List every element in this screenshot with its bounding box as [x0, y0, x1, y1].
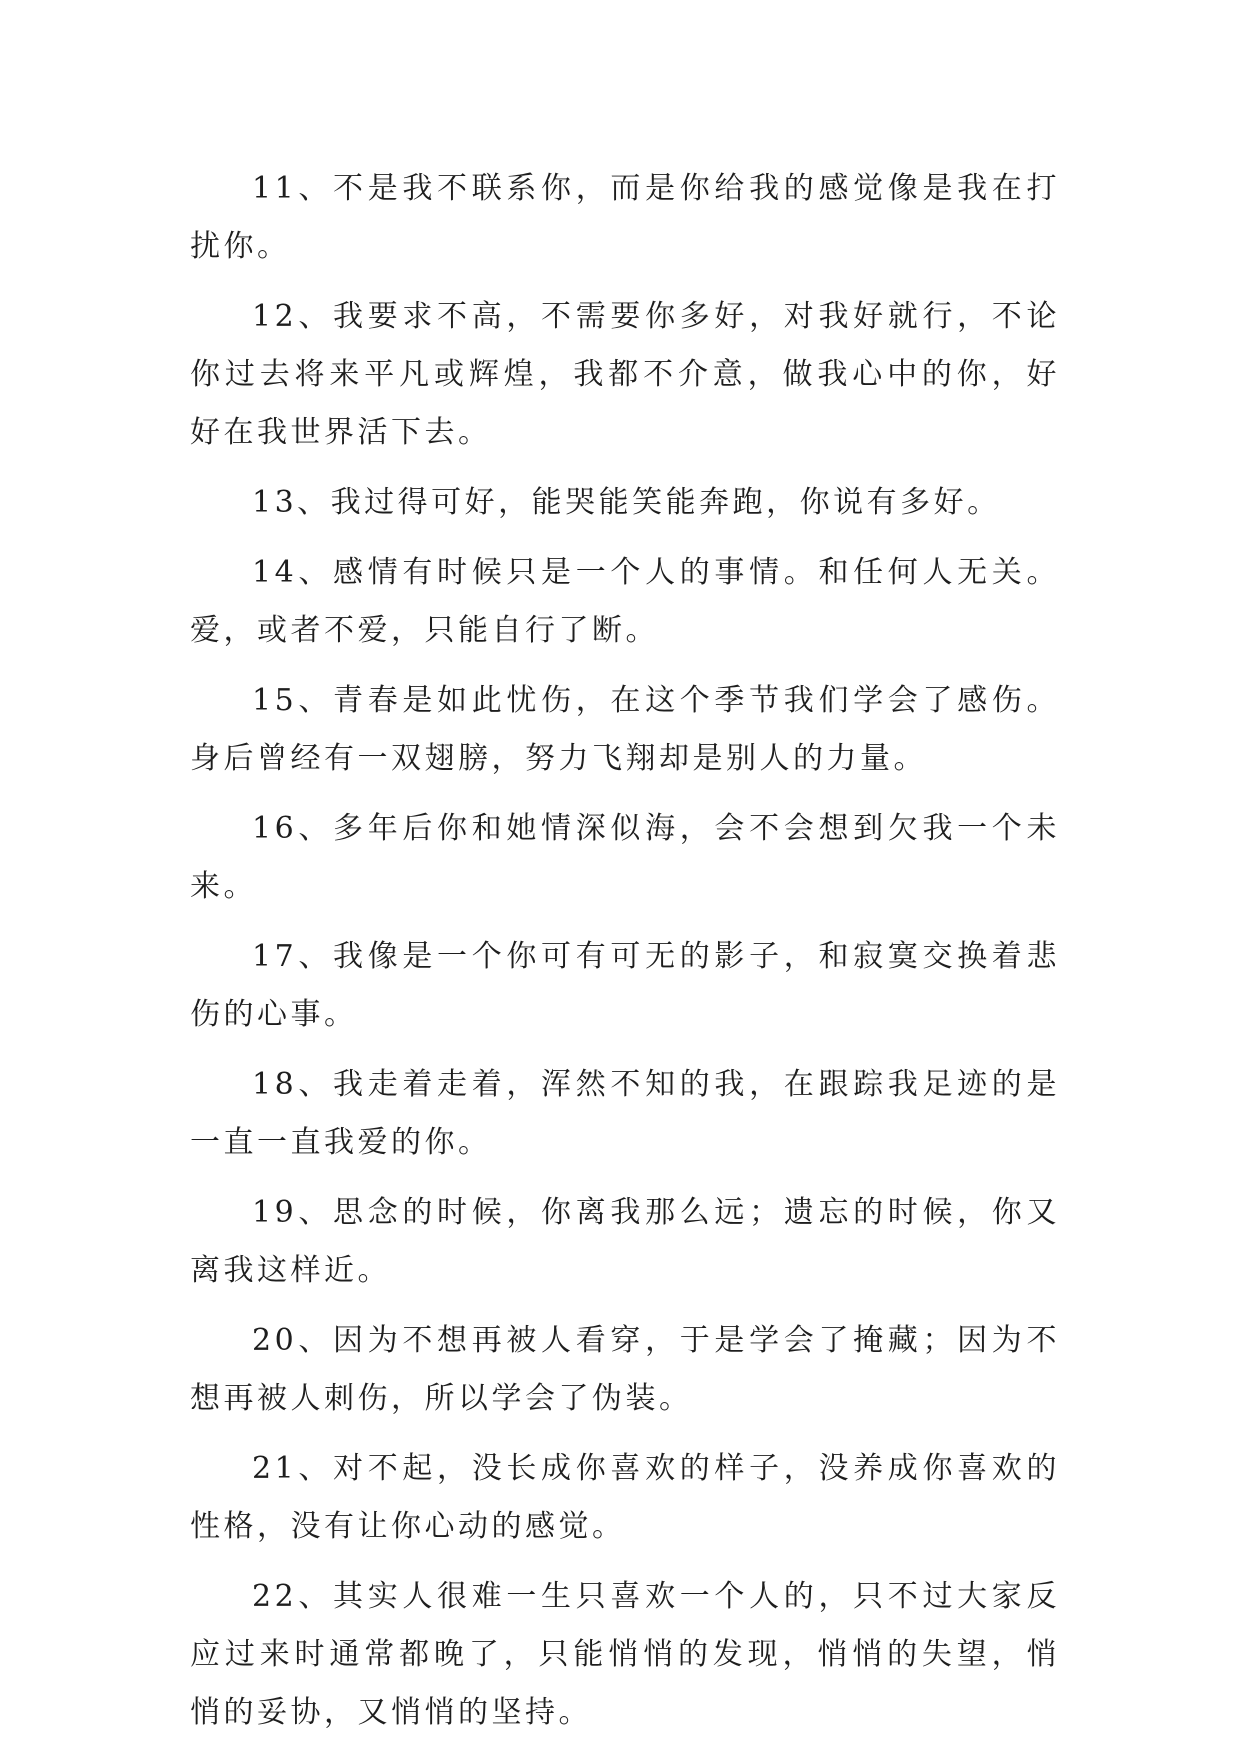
paragraph-20: 20、因为不想再被人看穿，于是学会了掩藏；因为不想再被人刺伤，所以学会了伪装。 [190, 1323, 1060, 1416]
paragraph-14: 14、感情有时候只是一个人的事情。和任何人无关。爱，或者不爱，只能自行了断。 [190, 555, 1060, 648]
paragraph-21: 21、对不起，没长成你喜欢的样子，没养成你喜欢的性格，没有让你心动的感觉。 [190, 1451, 1060, 1544]
paragraph-15: 15、青春是如此忧伤，在这个季节我们学会了感伤。身后曾经有一双翅膀，努力飞翔却是别人的力量。 [190, 683, 1060, 776]
paragraph-13: 13、我过得可好，能哭能笑能奔跑，你说有多好。 [252, 485, 1001, 520]
paragraph-16: 16、多年后你和她情深似海，会不会想到欠我一个未来。 [190, 811, 1060, 904]
document-body [190, 160, 1060, 1754]
paragraph-12: 12、我要求不高，不需要你多好，对我好就行，不论你过去将来平凡或辉煌，我都不介意，做我心中的你，好好在我世界活下去。 [190, 299, 1060, 450]
paragraph-22: 22、其实人很难一生只喜欢一个人的，只不过大家反应过来时通常都晚了，只能悄悄的发现，悄悄的失望，悄悄的妥协，又悄悄的坚持。 [190, 1579, 1060, 1730]
paragraph-18: 18、我走着走着，浑然不知的我，在跟踪我足迹的是一直一直我爱的你。 [190, 1067, 1060, 1160]
paragraph-19: 19、思念的时候，你离我那么远；遗忘的时候，你又离我这样近。 [190, 1195, 1060, 1288]
paragraph-11: 11、不是我不联系你，而是你给我的感觉像是我在打扰你。 [190, 171, 1060, 264]
paragraph-17: 17、我像是一个你可有可无的影子，和寂寞交换着悲伤的心事。 [190, 939, 1060, 1032]
